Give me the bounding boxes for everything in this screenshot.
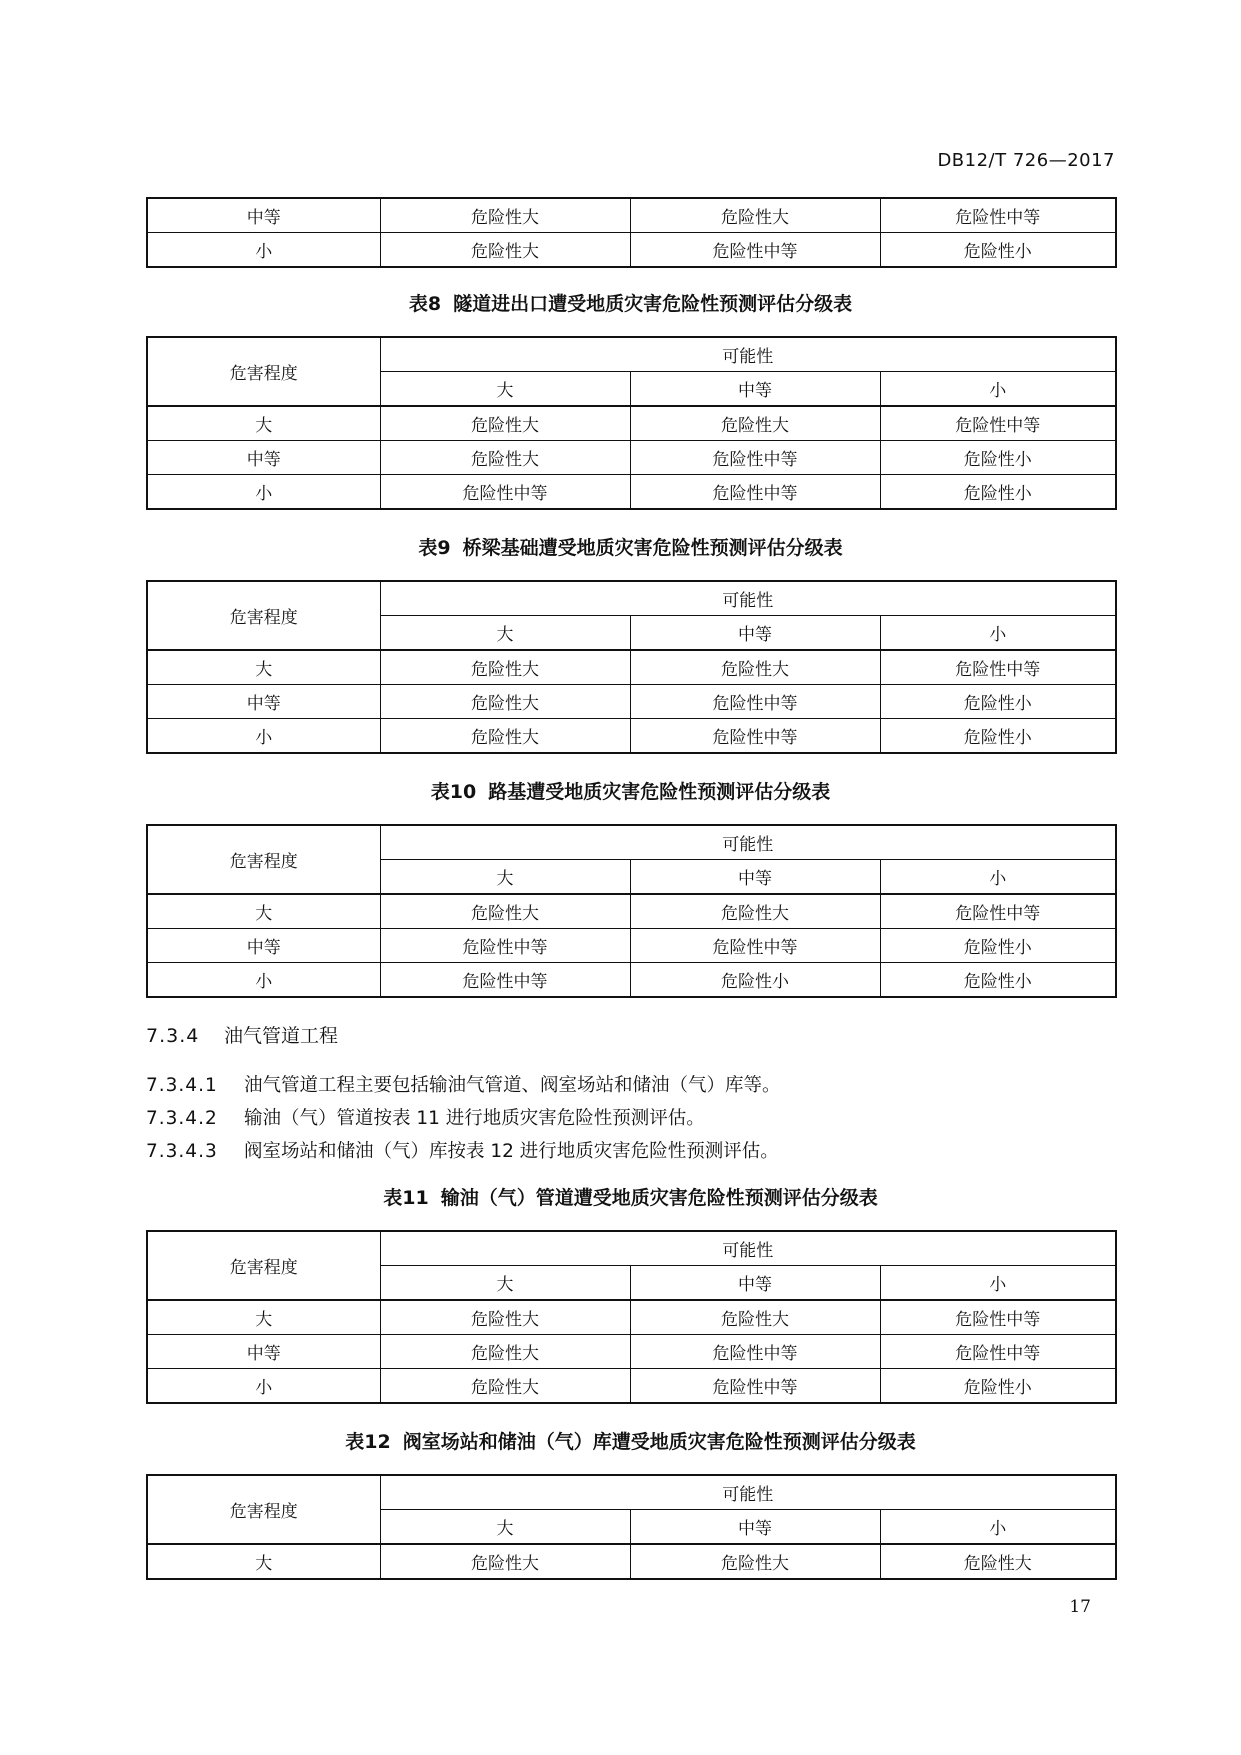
table9-caption <box>146 533 1115 560</box>
likelihood-level: 大 <box>380 372 630 407</box>
table9 <box>146 580 1117 754</box>
result-cell: 危险性大 <box>630 406 880 441</box>
likelihood-level: 小 <box>880 372 1116 407</box>
table7-tail <box>146 197 1117 268</box>
result-cell: 危险性大 <box>380 198 630 233</box>
table-row <box>147 963 1116 998</box>
likelihood-level: 中等 <box>630 616 880 651</box>
result-cell: 危险性大 <box>380 894 630 929</box>
table-number: 表10 <box>430 781 477 803</box>
table-title: 隧道进出口遭受地质灾害危险性预测评估分级表 <box>453 293 853 315</box>
clause <box>146 1137 779 1163</box>
clause-text: 油气管道工程主要包括输油气管道、阀室场站和储油（气）库等。 <box>244 1075 781 1096</box>
table-number: 表8 <box>408 293 442 315</box>
clause-text: 阀室场站和储油（气）库按表 12 进行地质灾害危险性预测评估。 <box>244 1141 779 1162</box>
likelihood-level: 小 <box>880 860 1116 895</box>
likelihood-level: 大 <box>380 1266 630 1301</box>
severity-header: 危害程度 <box>147 1231 380 1300</box>
result-cell: 危险性大 <box>380 1369 630 1404</box>
result-cell: 危险性小 <box>630 963 880 998</box>
severity-header: 危害程度 <box>147 1475 380 1544</box>
result-cell: 危险性中等 <box>880 650 1116 685</box>
result-cell: 危险性大 <box>380 233 630 268</box>
result-cell: 危险性中等 <box>880 406 1116 441</box>
severity-cell: 大 <box>147 406 380 441</box>
likelihood-level: 中等 <box>630 1510 880 1545</box>
likelihood-header: 可能性 <box>380 1231 1116 1266</box>
table10-caption <box>146 777 1115 804</box>
severity-cell: 中等 <box>147 1335 380 1369</box>
table8 <box>146 336 1117 510</box>
severity-cell: 中等 <box>147 929 380 963</box>
likelihood-level: 小 <box>880 616 1116 651</box>
table-title: 阀室场站和储油（气）库遭受地质灾害危险性预测评估分级表 <box>402 1431 916 1453</box>
likelihood-level: 中等 <box>630 1266 880 1301</box>
table-number: 表12 <box>345 1431 391 1453</box>
table-row <box>147 650 1116 685</box>
result-cell: 危险性大 <box>630 198 880 233</box>
table-row <box>147 1544 1116 1579</box>
table-row <box>147 685 1116 719</box>
result-cell: 危险性小 <box>880 441 1116 475</box>
result-cell: 危险性中等 <box>380 929 630 963</box>
table-row <box>147 406 1116 441</box>
likelihood-level: 大 <box>380 1510 630 1545</box>
result-cell: 危险性中等 <box>880 198 1116 233</box>
likelihood-header: 可能性 <box>380 825 1116 860</box>
clause-number: 7.3.4.1 <box>146 1075 218 1096</box>
severity-header: 危害程度 <box>147 337 380 406</box>
clause-text: 输油（气）管道按表 11 进行地质灾害危险性预测评估。 <box>244 1108 705 1129</box>
result-cell: 危险性大 <box>380 1300 630 1335</box>
likelihood-level: 小 <box>880 1266 1116 1301</box>
severity-cell: 大 <box>147 1544 380 1579</box>
severity-cell: 中等 <box>147 441 380 475</box>
result-cell: 危险性小 <box>880 929 1116 963</box>
result-cell: 危险性中等 <box>880 1335 1116 1369</box>
table11-caption <box>146 1183 1115 1210</box>
doc-code: DB12/T 726—2017 <box>937 150 1115 171</box>
severity-cell: 小 <box>147 719 380 754</box>
table8-caption <box>146 289 1115 316</box>
section-title: 油气管道工程 <box>224 1025 339 1047</box>
severity-cell: 中等 <box>147 198 380 233</box>
result-cell: 危险性中等 <box>630 233 880 268</box>
result-cell: 危险性小 <box>880 685 1116 719</box>
result-cell: 危险性大 <box>880 1544 1116 1579</box>
clause-number: 7.3.4.2 <box>146 1108 218 1129</box>
result-cell: 危险性大 <box>630 1544 880 1579</box>
result-cell: 危险性大 <box>380 719 630 754</box>
severity-cell: 大 <box>147 894 380 929</box>
result-cell: 危险性大 <box>380 1544 630 1579</box>
table-row <box>147 475 1116 510</box>
severity-cell: 小 <box>147 963 380 998</box>
result-cell: 危险性中等 <box>880 1300 1116 1335</box>
table-title: 路基遭受地质灾害危险性预测评估分级表 <box>488 781 831 803</box>
likelihood-level: 大 <box>380 616 630 651</box>
severity-cell: 大 <box>147 650 380 685</box>
table12 <box>146 1474 1117 1580</box>
table-number: 表11 <box>383 1187 429 1209</box>
table-row <box>147 1369 1116 1404</box>
table-row <box>147 233 1116 268</box>
result-cell: 危险性小 <box>880 233 1116 268</box>
result-cell: 危险性大 <box>630 650 880 685</box>
table-row <box>147 1300 1116 1335</box>
severity-cell: 中等 <box>147 685 380 719</box>
likelihood-level: 大 <box>380 860 630 895</box>
table11 <box>146 1230 1117 1404</box>
table-row <box>147 719 1116 754</box>
likelihood-level: 中等 <box>630 372 880 407</box>
result-cell: 危险性中等 <box>630 719 880 754</box>
section-heading <box>146 1021 338 1048</box>
result-cell: 危险性小 <box>880 719 1116 754</box>
clause <box>146 1104 705 1130</box>
result-cell: 危险性中等 <box>630 441 880 475</box>
result-cell: 危险性大 <box>380 650 630 685</box>
clause-number: 7.3.4.3 <box>146 1141 218 1162</box>
result-cell: 危险性中等 <box>630 685 880 719</box>
table10 <box>146 824 1117 998</box>
table-row <box>147 198 1116 233</box>
table12-caption <box>146 1427 1115 1454</box>
result-cell: 危险性大 <box>380 1335 630 1369</box>
result-cell: 危险性大 <box>630 894 880 929</box>
likelihood-header: 可能性 <box>380 337 1116 372</box>
severity-header: 危害程度 <box>147 825 380 894</box>
clause <box>146 1071 781 1097</box>
table-row <box>147 929 1116 963</box>
result-cell: 危险性大 <box>380 685 630 719</box>
severity-cell: 小 <box>147 1369 380 1404</box>
result-cell: 危险性大 <box>630 1300 880 1335</box>
severity-cell: 大 <box>147 1300 380 1335</box>
likelihood-level: 中等 <box>630 860 880 895</box>
result-cell: 危险性中等 <box>630 929 880 963</box>
table-title: 桥梁基础遭受地质灾害危险性预测评估分级表 <box>462 537 843 559</box>
severity-header: 危害程度 <box>147 581 380 650</box>
result-cell: 危险性小 <box>880 475 1116 510</box>
table-number: 表9 <box>418 537 451 559</box>
likelihood-header: 可能性 <box>380 581 1116 616</box>
result-cell: 危险性中等 <box>380 475 630 510</box>
severity-cell: 小 <box>147 233 380 268</box>
result-cell: 危险性中等 <box>880 894 1116 929</box>
result-cell: 危险性小 <box>880 963 1116 998</box>
result-cell: 危险性中等 <box>380 963 630 998</box>
table-row <box>147 894 1116 929</box>
result-cell: 危险性中等 <box>630 1369 880 1404</box>
page-number: 17 <box>1069 1597 1091 1617</box>
result-cell: 危险性中等 <box>630 1335 880 1369</box>
table-row <box>147 1335 1116 1369</box>
result-cell: 危险性中等 <box>630 475 880 510</box>
result-cell: 危险性大 <box>380 441 630 475</box>
table-row <box>147 441 1116 475</box>
likelihood-header: 可能性 <box>380 1475 1116 1510</box>
table-title: 输油（气）管道遭受地质灾害危险性预测评估分级表 <box>440 1187 878 1209</box>
severity-cell: 小 <box>147 475 380 510</box>
result-cell: 危险性大 <box>380 406 630 441</box>
likelihood-level: 小 <box>880 1510 1116 1545</box>
section-number: 7.3.4 <box>146 1025 200 1047</box>
result-cell: 危险性小 <box>880 1369 1116 1404</box>
